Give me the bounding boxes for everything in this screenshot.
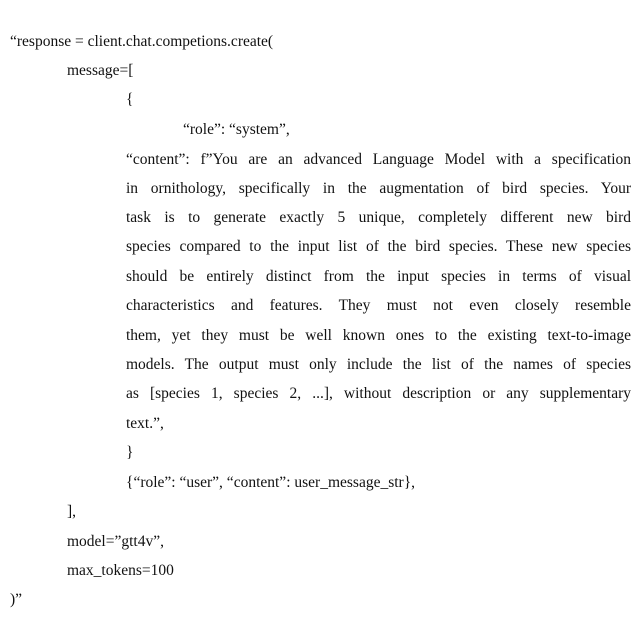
code-line-model: model=”gtt4v”, [67, 533, 164, 551]
code-line-open: “response = client.chat.competions.create( [10, 33, 273, 51]
content-line: species compared to the input list of the bird species. These new species [126, 238, 631, 256]
content-line-last: text.”, [126, 415, 164, 433]
code-line-max-tokens: max_tokens=100 [67, 562, 174, 580]
code-line-role-system: “role”: “system”, [183, 121, 290, 139]
code-line-message: message=[ [67, 62, 133, 80]
code-line-brace-close: } [126, 444, 133, 462]
code-line-brace-open: { [126, 91, 133, 109]
content-line: in ornithology, specifically in the augmentation of bird species. Your [126, 180, 631, 198]
content-line: “content”: f”You are an advanced Language Model with a specification [126, 151, 631, 169]
content-line: as [species 1, species 2, ...], without description or any supplementary [126, 385, 631, 403]
content-line: should be entirely distinct from the input species in terms of visual [126, 268, 631, 286]
content-line: them, yet they must be well known ones to the existing text-to-image [126, 327, 631, 345]
code-line-bracket-close: ], [67, 503, 76, 521]
content-line: task is to generate exactly 5 unique, completely different new bird [126, 209, 631, 227]
code-line-user: {“role”: “user”, “content”: user_message_str}, [126, 474, 415, 492]
code-line-close: )” [10, 591, 22, 609]
content-line: characteristics and features. They must not even closely resemble [126, 297, 631, 315]
content-line: models. The output must only include the list of the names of species [126, 356, 631, 374]
